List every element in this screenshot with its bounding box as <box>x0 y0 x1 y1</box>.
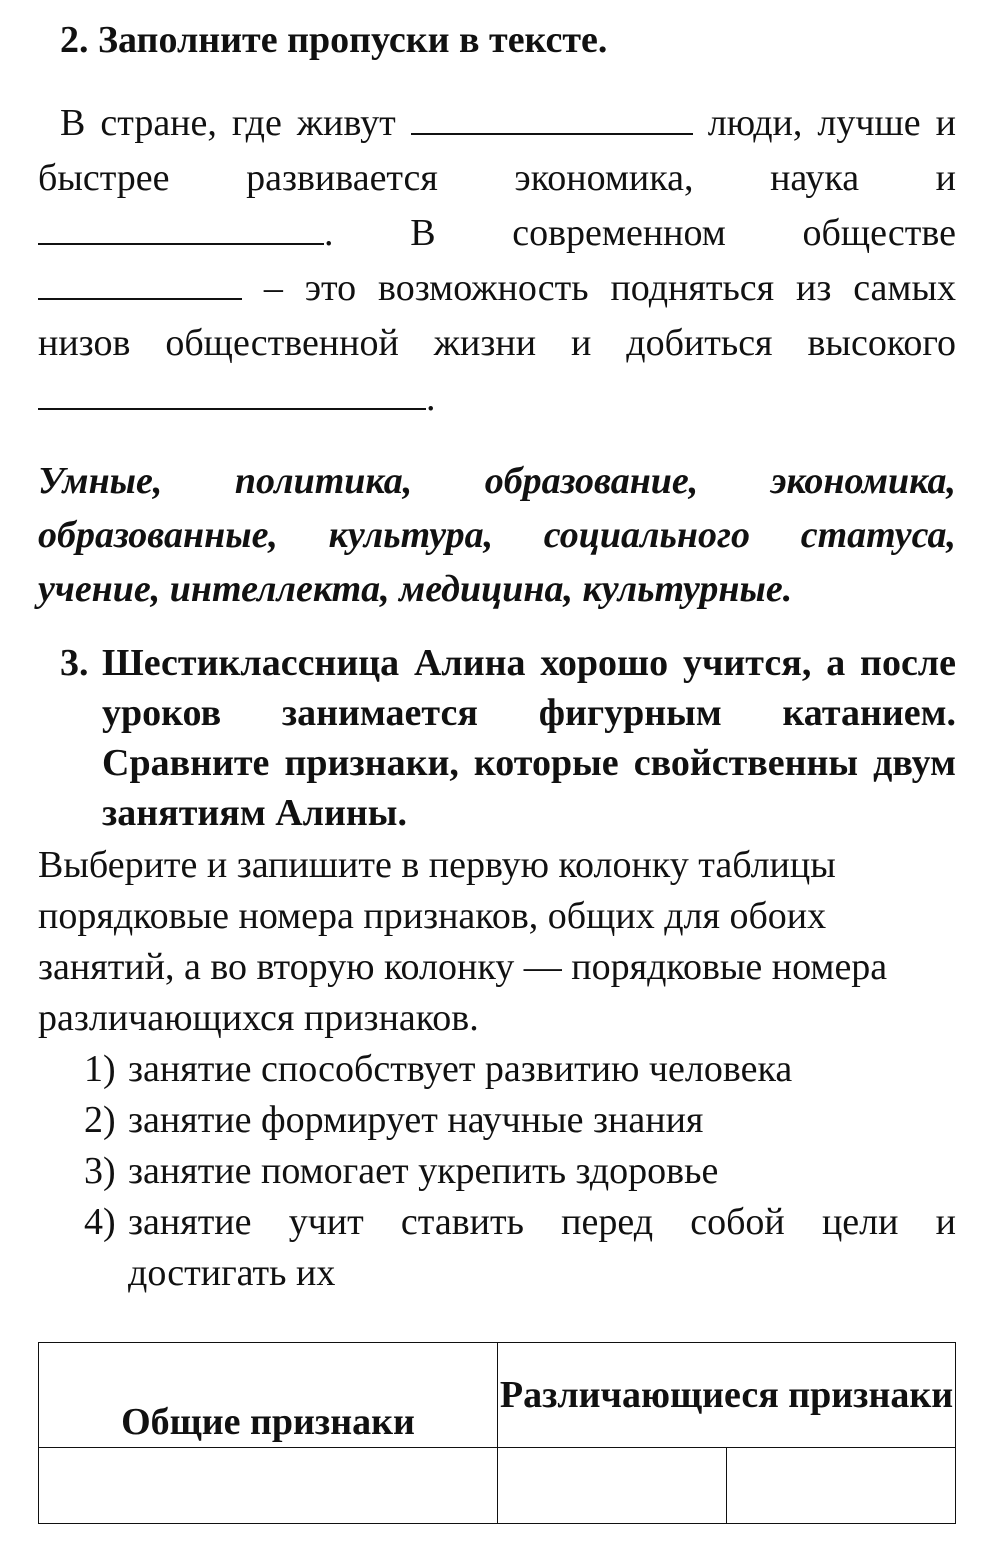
header-different-features: Различающиеся признаки <box>498 1343 956 1448</box>
task2-text-part-3: . В современном обществе <box>324 212 956 254</box>
worksheet-page <box>38 0 956 1299</box>
task3-number: 3. <box>60 642 89 684</box>
options-list <box>84 1044 956 1299</box>
task2-text-part-5: . <box>426 377 436 419</box>
task2-fill-in-text <box>38 96 956 426</box>
task2-title: 2. Заполните пропуски в тексте. <box>60 19 608 61</box>
header-common-features: Общие признаки <box>39 1343 498 1448</box>
blank-2[interactable] <box>38 211 324 245</box>
task2-text-part-4: – это возможность подняться из самых низов общественной жизни и добиться высокого <box>38 267 956 364</box>
answer-table <box>38 1342 956 1524</box>
blank-4[interactable] <box>38 376 426 410</box>
task2-text-part-1: В стране, где живут <box>60 102 411 144</box>
answer-cell-common[interactable] <box>39 1448 498 1524</box>
task3-title <box>60 638 956 838</box>
task3-title-text: Шестиклассница Алина хорошо учится, а после уроков занимается фигурным катанием. Сравните признаки, которые свойственны двум занятиям Алины. <box>102 642 956 834</box>
task2-text-part-2: люди, лучше и быстрее развивается экономика, наука и <box>38 102 956 199</box>
option-1: 1) занятие способствует развитию человека <box>84 1048 793 1090</box>
word-bank: Умные, политика, образование, экономика, образованные, культура, социального статуса, учение, интеллекта, медицина, культурные. <box>38 460 956 610</box>
option-4: 4) занятие учит ставить перед собой цели и достигать их <box>84 1201 956 1294</box>
answer-cell-diff-2[interactable] <box>727 1448 956 1524</box>
option-3: 3) занятие помогает укрепить здоровье <box>84 1150 719 1192</box>
answer-cell-diff-1[interactable] <box>498 1448 727 1524</box>
task3-instruction: Выберите и запишите в первую колонку таблицы порядковые номера признаков, общих для обоих занятий, а во вторую колонку — порядковые номера различающихся признаков. <box>38 844 888 1039</box>
blank-1[interactable] <box>411 101 693 135</box>
option-2: 2) занятие формирует научные знания <box>84 1099 704 1141</box>
blank-3[interactable] <box>38 266 242 300</box>
